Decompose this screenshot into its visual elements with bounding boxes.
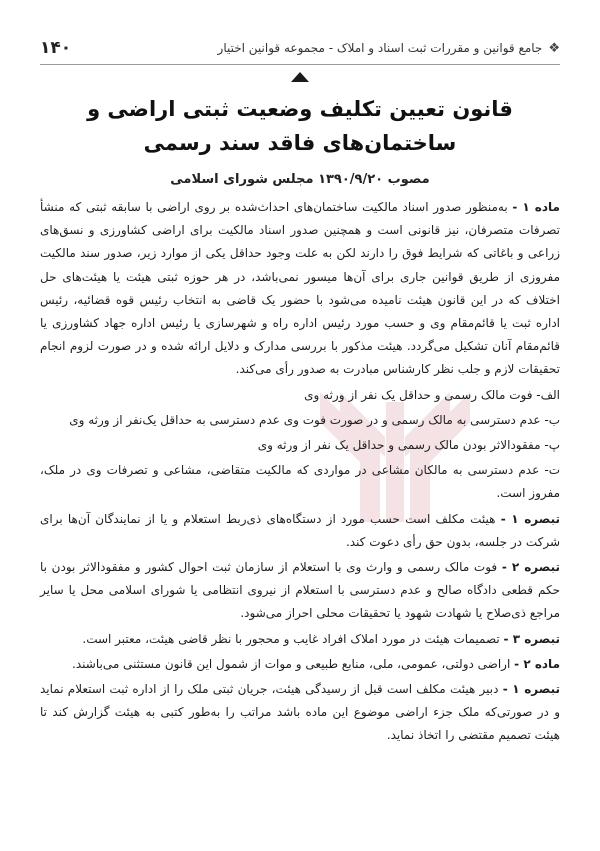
clause-alef bbox=[40, 384, 560, 407]
clause-be bbox=[40, 409, 560, 432]
document-body bbox=[40, 196, 560, 750]
paragraph-label: ماده ۲ - bbox=[514, 656, 560, 671]
paragraph-article-2 bbox=[40, 653, 560, 676]
paragraph-label: ماده ۱ - bbox=[512, 200, 560, 214]
paragraph-label: تبصره ۱ - bbox=[500, 511, 560, 526]
paragraph-text: تصمیمات هیئت در مورد املاک افراد غایب و محجور با نظر قاضی هیئت، معتبر است. bbox=[82, 631, 504, 646]
paragraph-text: هیئت مکلف است حسب مورد از دستگاه‌های ذی‌ربط استعلام و یا از نمایندگان آن‌ها برای شرکت در جلسه، بدون حق رأی دعوت کند. bbox=[40, 511, 560, 549]
paragraph-text: اراضی دولتی، عمومی، ملی، منابع طبیعی و موات از شمول این قانون مستثنی می‌باشند. bbox=[72, 656, 515, 671]
paragraph-text: پ- مفقودالاثر بودن مالک رسمی و حداقل یک نفر از ورثه وی bbox=[257, 438, 560, 453]
paragraph-text: فوت مالک رسمی و وارث وی با استعلام از سازمان ثبت احوال کشور و مفقودالاثر بودن با حکم قطعی دادگاه صالح و عدم دسترسی با استعلام از نیروی انتظامی یا شورای اسلامی محل یا سایر مراجع ذی‌صلاح یا شهادت شهود یا تحقیقات محلی احراز می‌شود. bbox=[40, 560, 560, 621]
paragraph-text: ت- عدم دسترسی به مالکان مشاعی در مواردی که مالکیت متقاضی، مشاعی و تصرفات وی در ملک، مفروز است. bbox=[40, 463, 560, 501]
paragraph-note-3 bbox=[40, 628, 560, 651]
clause-te bbox=[40, 459, 560, 505]
book-title: جامع قوانین و مقررات ثبت اسناد و املاک - مجموعه قوانین اختیار bbox=[217, 41, 543, 55]
law-title-line-2: ساختمان‌های فاقد سند رسمی bbox=[143, 131, 457, 155]
paragraph-note-2 bbox=[40, 556, 560, 626]
paragraph-text: دبیر هیئت مکلف است قبل از رسیدگی هیئت، جریان ثبتی ملک را از اداره ثبت استعلام نماید و در صورتی‌که ملک جزء اراضی موضوع این ماده باشد مراتب را به‌طور کتبی به هیئت گزارش کند تا هیئت تصمیم مقتضی را اتخاذ نماید. bbox=[40, 682, 560, 743]
paragraph-text: الف- فوت مالک رسمی و حداقل یک نفر از ورثه وی bbox=[304, 387, 560, 402]
paragraph-article-2-note-1 bbox=[40, 678, 560, 748]
paragraph-label: تبصره ۳ - bbox=[503, 631, 560, 646]
paragraph-label: تبصره ۱ - bbox=[502, 682, 560, 697]
clause-pe bbox=[40, 434, 560, 457]
paragraph-article-1 bbox=[40, 196, 560, 382]
law-title bbox=[60, 92, 540, 160]
law-subtitle: مصوب ۱۳۹۰/۹/۲۰ مجلس شورای اسلامی bbox=[170, 172, 430, 187]
paragraph-label: تبصره ۲ - bbox=[501, 560, 560, 575]
page-number: ۱۴۰ bbox=[40, 38, 72, 58]
ornament-icon: ❖ bbox=[548, 40, 560, 56]
paragraph-note-1 bbox=[40, 508, 560, 554]
running-header bbox=[40, 36, 560, 65]
triangle-up-icon bbox=[291, 72, 309, 82]
paragraph-text: ب- عدم دسترسی به مالک رسمی و در صورت فوت وی عدم دسترسی به حداقل یک‌نفر از ورثه وی bbox=[69, 412, 560, 427]
law-title-line-1: قانون تعیین تکلیف وضعیت ثبتی اراضی و bbox=[87, 97, 513, 121]
paragraph-text: به‌منظور صدور اسناد مالکیت ساختمان‌های احداث‌شده بر روی اراضی با سابقه ثبتی که منشأ تصرفات متصرفان، نیز قانونی است و همچنین صدور اسناد مالکیت برای اراضی کشاورزی و نسق‌های زراعی و باغاتی که شرایط فوق را دارند لکن به علت وجود حداقل یکی از موارد زیر، صدور سند مالکیت مفروزی از طریق قوانین جاری برای آن‌ها میسور نمی‌باشد، در هر حوزه ثبتی هیئت یا هیئت‌های حل اختلاف که در این قانون هیئت نامیده می‌شود با حضور یک قاضی به انتخاب رئیس قوه قضائیه، رئیس اداره ثبت یا قائم‌مقام وی و حسب مورد رئیس اداره راه و شهرسازی یا رئیس اداره جهاد کشاورزی یا قائم‌مقام آنان تشکیل می‌گردد. هیئت مذکور با بررسی مدارک و دلایل ارائه شده و در صورت لزوم انجام تحقیقات لازم و جلب نظر کارشناس مبادرت به صدور رأی می‌کند. bbox=[40, 200, 560, 377]
header-title-group bbox=[218, 41, 560, 56]
